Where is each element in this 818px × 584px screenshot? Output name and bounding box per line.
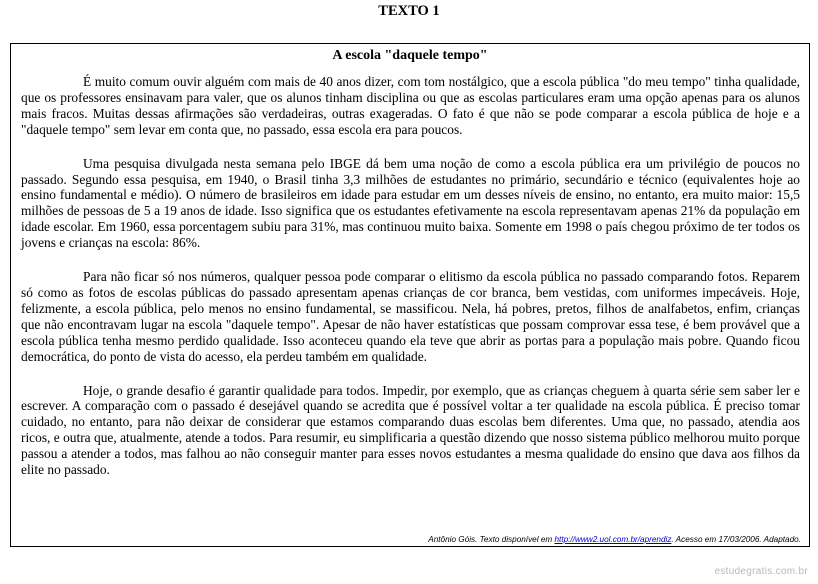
paragraph-1: É muito comum ouvir alguém com mais de 40 anos dizer, com tom nostálgico, que a escola pública "do meu tempo" tinha qualidade, que os professores ensinavam para valer, que os alunos tinham disciplina ou que as escolas particulares eram uma opção apenas para os alunos mais fracos. Muitas dessas afirmações são verdadeiras, outras exageradas. O fato é que não se pode comparar a escola pública de hoje e a "daquele tempo" sem levar em conta que, no passado, essa escola era para poucos. [21,74,800,137]
text-frame [10,43,810,547]
source-link[interactable]: http://www2.uol.com.br/aprendiz [554,535,672,544]
paragraph-3: Para não ficar só nos números, qualquer pessoa pode comparar o elitismo da escola pública no passado comparando fotos. Reparem só como as fotos de escolas públicas do passado apresentam apenas crianças de cor branca, bem vestidas, com uniformes impecáveis. Hoje, felizmente, a escola pública, pelo menos no ensino fundamental, se massificou. Nela, há pobres, pretos, filhos de analfabetos, enfim, crianças que não encontravam lugar na escola "daquele tempo". Apesar de não haver estatísticas que possam comprovar essa tese, é bem provável que a escola pública tenha mesmo perdido qualidade. Isso aconteceu quando ela teve que abrir as portas para a população mais pobre. Quando ficou democrática, do ponto de vista do acesso, ela perdeu também em qualidade. [21,269,800,364]
paragraph-4: Hoje, o grande desafio é garantir qualidade para todos. Impedir, por exemplo, que as crianças cheguem à quarta série sem saber ler e escrever. A comparação com o passado é desejável quando se acredita que é possível voltar a ter qualidade na escola pública. É preciso tomar cuidado, no entanto, para não deixar de considerar que estamos comparando duas escolas bem diferentes. Uma que, no passado, atendia aos ricos, e outra que, atualmente, atende a todos. Para resumir, eu simplificaria a questão dizendo que nosso sistema público melhorou muito porque passou a atender a todos, mas falhou ao não conseguir manter para esses novos estudantes a mesma qualidade do ensino que dava aos filhos da elite no passado. [21,382,800,478]
site-watermark: estudegratis.com.br [714,566,808,577]
source-citation [428,535,801,545]
paragraph-2: Uma pesquisa divulgada nesta semana pelo IBGE dá bem uma noção de como a escola pública era um privilégio de poucos no passado. Segundo essa pesquisa, em 1940, o Brasil tinha 3,3 milhões de estudantes no primário, secundário e técnico (equivalentes hoje ao ensino fundamental e médio). O número de brasileiros em idade para estudar em um desses níveis de ensino, no entanto, era muito maior: 15,5 milhões de pessoas de 5 a 19 anos de idade. Isso significa que os estudantes efetivamente na escola representavam apenas 21% da população em idade escolar. Em 1960, essa porcentagem subiu para 31%, mas continuou muito baixa. Somente em 1998 o país chegou próximo de ter todos os jovens e crianças na escola: 86%. [21,155,800,251]
article-title: A escola "daquele tempo" [332,48,488,63]
source-prefix: Antônio Góis. Texto disponível em [428,535,555,544]
source-suffix: . Acesso em 17/03/2006. Adaptado. [671,535,801,544]
page-title: TEXTO 1 [378,3,440,19]
article-body [21,74,800,496]
